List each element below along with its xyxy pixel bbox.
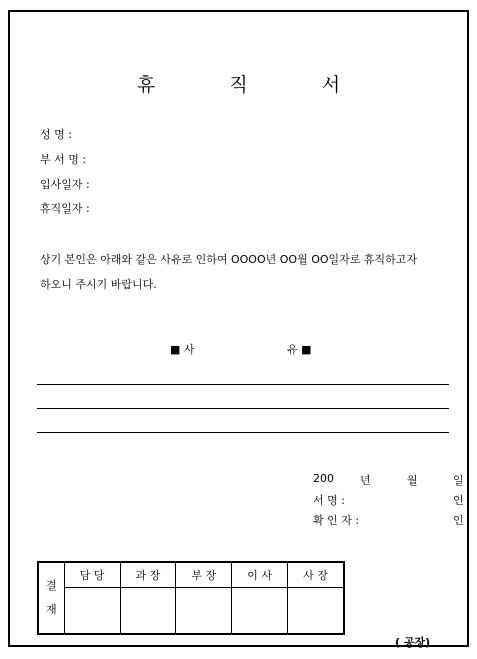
factory-label: ( 공장)	[395, 636, 431, 649]
date-day-unit: 일	[453, 474, 464, 487]
date-year: 200	[313, 472, 334, 485]
approval-header-section-chief: 과 장	[120, 562, 176, 587]
approval-header-staff: 담 당	[64, 562, 120, 587]
signer-name-label: 서 명 :	[313, 494, 345, 507]
name-field-label: 성 명 :	[40, 128, 72, 141]
approval-header-president: 사 장	[288, 562, 344, 587]
statement-line-2: 하오니 주시기 바랍니다.	[40, 278, 157, 291]
approval-side-label-1: 결	[46, 579, 57, 592]
document-frame	[8, 10, 469, 647]
confirmer-seal: 인	[453, 514, 464, 527]
approval-header-director: 이 사	[232, 562, 288, 587]
date-month-unit: 월	[407, 474, 418, 487]
document-title: 휴 직 서	[136, 74, 375, 96]
approval-sign-box-staff[interactable]	[64, 587, 120, 634]
approval-side-label	[38, 562, 64, 634]
reason-line-1	[37, 384, 449, 385]
reason-line-2	[37, 408, 449, 409]
approval-sign-box-president[interactable]	[288, 587, 344, 634]
reason-line-3	[37, 432, 449, 433]
department-field-label: 부 서 명 :	[40, 153, 87, 166]
approval-header-dept-head: 부 장	[176, 562, 232, 587]
leave-date-field-label: 휴직일자 :	[40, 202, 90, 215]
approval-table	[37, 561, 345, 635]
reason-label-right: 유 ■	[287, 343, 312, 356]
statement-line-1: 상기 본인은 아래와 같은 사유로 인하여 OOOO년 OO월 OO일자로 휴직하고자	[40, 253, 418, 266]
date-year-unit: 년	[360, 474, 371, 487]
confirmer-label: 확 인 자 :	[313, 514, 360, 527]
approval-side-label-2: 재	[46, 603, 57, 616]
approval-sign-box-director[interactable]	[232, 587, 288, 634]
approval-sign-box-dept-head[interactable]	[176, 587, 232, 634]
approval-sign-box-section-chief[interactable]	[120, 587, 176, 634]
signer-seal: 인	[453, 494, 464, 507]
join-date-field-label: 입사일자 :	[40, 178, 90, 191]
reason-label-left: ■ 사	[170, 343, 195, 356]
